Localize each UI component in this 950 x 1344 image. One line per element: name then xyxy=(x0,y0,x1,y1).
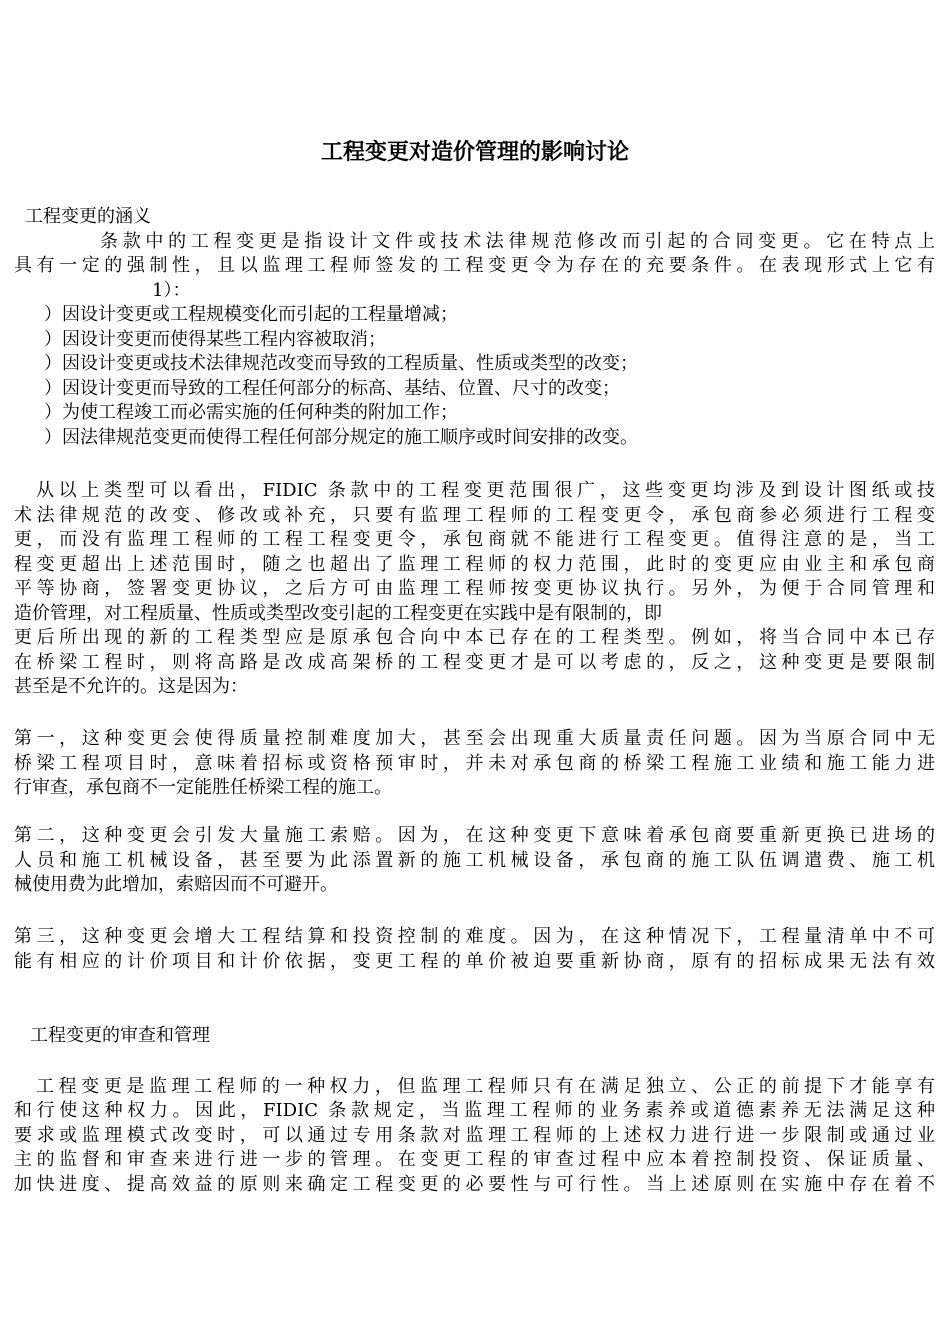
paragraph-line: 平等协商，签署变更协议，之后方可由监理工程师按变更协议执行。另外，为便于合同管理和 xyxy=(14,578,935,599)
paragraph-line: 桥梁工程项目时，意味着招标或资格预审时，并未对承包商的桥梁工程施工业绩和施工能力进 xyxy=(14,753,935,774)
list-item: ）为使工程竣工而必需实施的任何种类的附加工作； xyxy=(44,402,458,423)
paragraph-line: 能有相应的计价项目和计价依据，变更工程的单价被迫要重新协商，原有的招标成果无法有效 xyxy=(14,951,935,972)
paragraph-line: 更后所出现的新的工程类型应是原承包合向中本已存在的工程类型。例如，将当合同中本已存 xyxy=(14,627,935,648)
paragraph-line: 第三，这种变更会增大工程结算和投资控制的难度。因为，在这种情况下，工程量清单中不可 xyxy=(14,926,935,947)
list-item: ）因法律规范变更而使得工程任何部分规定的施工顺序或时间安排的改变。 xyxy=(44,427,638,448)
paragraph-line: 具有一定的强制性，且以监理工程师签发的工程变更令为存在的充要条件。在表现形式上它有 xyxy=(14,255,935,276)
document-title: 工程变更对造价管理的影响讨论 xyxy=(320,139,629,165)
paragraph-line: 术法律规范的改变、修改或补充，只要有监理工程师的工程变更令，承包商参必须进行工程变 xyxy=(14,505,935,526)
paragraph-line: 和行使这种权力。因此，FIDIC 条款规定，当监理工程师的业务素养或道德素养无法满足这种 xyxy=(14,1100,935,1121)
paragraph-line: 更，而没有监理工程师的工程工程变更令，承包商就不能进行工程变更。值得注意的是，当工 xyxy=(14,529,935,550)
paragraph-line: 械使用费为此增加，索赔因而不可避开。 xyxy=(14,874,338,895)
list-item: ）因设计变更而使得某些工程内容被取消； xyxy=(44,329,386,350)
paragraph-line: 在桥梁工程时，则将高路是改成高架桥的工程变更才是可以考虑的，反之，这种变更是要限制 xyxy=(14,652,935,673)
paragraph-line: 主的监督和审查来进行进一步的管理。在变更工程的审查过程中应本着控制投资、保证质量、 xyxy=(14,1149,935,1170)
list-item: ）因设计变更或技术法律规范改变而导致的工程质量、性质或类型的改变； xyxy=(44,353,638,374)
paragraph-line: 工程变更是监理工程师的一种权力，但监理工程师只有在满足独立、公正的前提下才能享有 xyxy=(36,1076,935,1097)
paragraph-line: 1）： xyxy=(152,280,191,301)
paragraph-line: 条款中的工程变更是指设计文件或技术法律规范修改而引起的合同变更。它在特点上 xyxy=(100,231,935,252)
paragraph-line: 甚至是不允许的。这是因为： xyxy=(14,676,248,697)
list-item: ）因设计变更而导致的工程任何部分的标高、基结、位置、尺寸的改变； xyxy=(44,378,620,399)
paragraph-line: 从以上类型可以看出，FIDIC 条款中的工程变更范围很广，这些变更均涉及到设计图纸或技 xyxy=(36,480,935,501)
paragraph-line: 加快进度、提高效益的原则来确定工程变更的必要性与可行性。当上述原则在实施中存在着不 xyxy=(14,1174,935,1195)
paragraph-line: 人员和施工机械设备，甚至要为此添置新的施工机械设备，承包商的施工队伍调遣费、施工机 xyxy=(14,850,935,871)
paragraph-line: 第二，这种变更会引发大量施工索赔。因为，在这种变更下意味着承包商要重新更换已进场的 xyxy=(14,825,935,846)
paragraph-line: 行审查，承包商不一定能胜任桥梁工程的施工。 xyxy=(14,777,392,798)
section-heading: 工程变更的审查和管理 xyxy=(30,1025,210,1046)
list-item: ）因设计变更或工程规模变化而引起的工程量增减； xyxy=(44,304,458,325)
paragraph-line: 要求或监理模式改变时，可以通过专用条款对监理工程师的上述权力进行进一步限制或通过业 xyxy=(14,1125,935,1146)
paragraph-line: 造价管理，对工程质量、性质或类型改变引起的工程变更在实践中是有限制的，即 xyxy=(14,603,662,624)
paragraph-line: 程变更超出上述范围时，随之也超出了监理工程师的权力范围，此时的变更应由业主和承包商 xyxy=(14,554,935,575)
paragraph-line: 第一，这种变更会使得质量控制难度加大，甚至会出现重大质量责任问题。因为当原合同中无 xyxy=(14,728,935,749)
section-heading: 工程变更的涵义 xyxy=(25,206,151,227)
